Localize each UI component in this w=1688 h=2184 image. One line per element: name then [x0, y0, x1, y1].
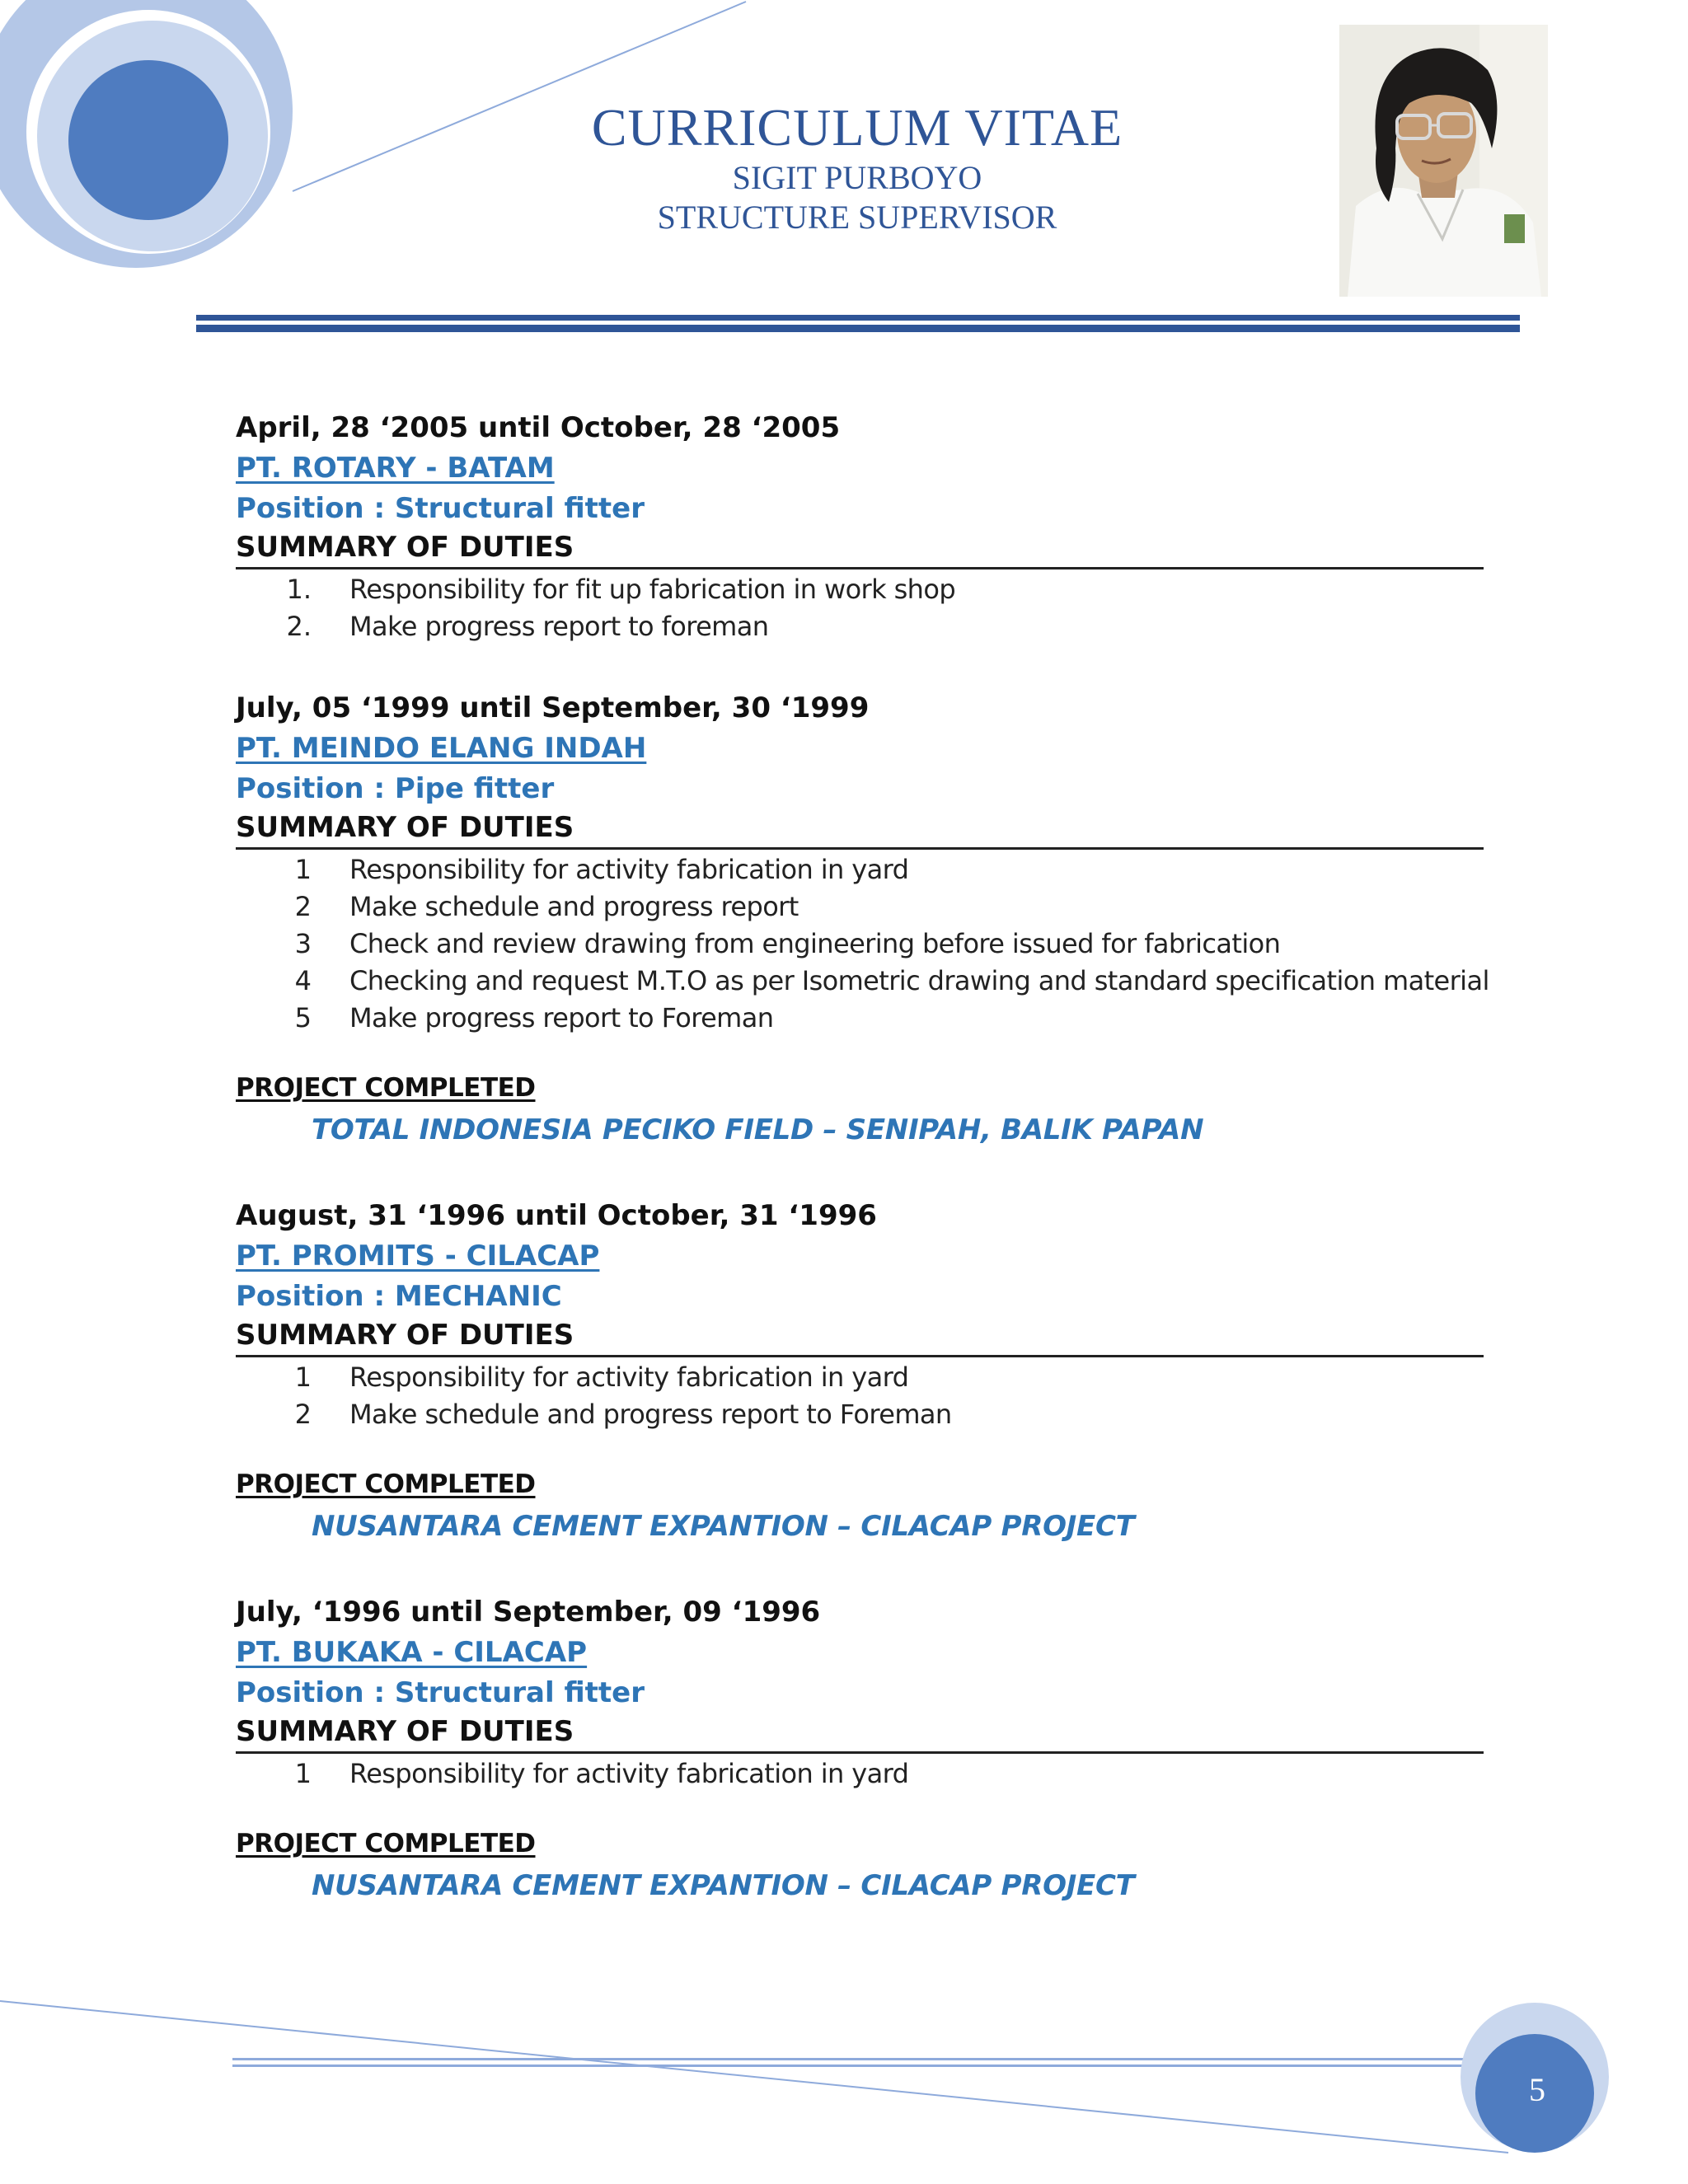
footer-rule-top — [232, 2058, 1518, 2060]
duty-number: 3 — [294, 928, 312, 959]
page-number: 5 — [1529, 2071, 1545, 2108]
footer-rule-bottom — [232, 2064, 1518, 2067]
header-rule-top — [196, 315, 1520, 321]
duty-number: 2. — [286, 611, 312, 642]
duty-item — [236, 571, 1484, 608]
summary-heading: SUMMARY OF DUTIES — [236, 809, 1484, 850]
job-entry — [236, 688, 1489, 1178]
footer-diagonal-line — [0, 2001, 1508, 2153]
duty-text: Responsibility for activity fabrication in yard — [349, 1361, 909, 1393]
duty-item — [236, 1359, 1484, 1396]
duties-list — [236, 571, 1484, 645]
experience-list — [236, 408, 1489, 1927]
duties-list — [236, 851, 1489, 1037]
page-title: CURRICULUM VITAE — [591, 98, 1123, 157]
company-link[interactable]: PT. MEINDO ELANG INDAH — [236, 732, 647, 765]
job-date: August, 31 ‘1996 until October, 31 ‘1996 — [236, 1199, 877, 1232]
duty-text: Responsibility for fit up fabrication in work shop — [349, 574, 956, 605]
job-entry — [236, 1196, 1484, 1574]
summary-heading: SUMMARY OF DUTIES — [236, 1317, 1484, 1357]
summary-heading: SUMMARY OF DUTIES — [236, 1713, 1484, 1754]
duty-item — [236, 851, 1484, 888]
profile-photo — [1339, 25, 1548, 297]
duty-item — [236, 1396, 1484, 1433]
duty-number: 1 — [294, 854, 312, 885]
company-link[interactable]: PT. PROMITS - CILACAP — [236, 1240, 600, 1272]
job-date: April, 28 ‘2005 until October, 28 ‘2005 — [236, 411, 841, 444]
duty-item — [236, 888, 1484, 926]
top-left-inner-circle — [68, 60, 228, 220]
duty-number: 5 — [294, 1002, 312, 1033]
summary-heading: SUMMARY OF DUTIES — [236, 529, 1484, 569]
header — [528, 97, 1187, 237]
duty-text: Check and review drawing from engineering before issued for fabrication — [349, 928, 1281, 959]
duty-item — [236, 926, 1484, 963]
duty-number: 1 — [294, 1361, 312, 1393]
company-link[interactable]: PT. BUKAKA - CILACAP — [236, 1636, 588, 1669]
duty-item — [236, 1755, 1484, 1793]
duty-item — [236, 1000, 1484, 1037]
project-completed-heading: PROJECT COMPLETED — [236, 1073, 536, 1103]
duty-number: 1 — [294, 1758, 312, 1789]
duty-item — [236, 963, 1489, 1000]
duty-text: Make progress report to Foreman — [349, 1002, 774, 1033]
duty-text: Checking and request M.T.O as per Isometric drawing and standard specification material — [349, 965, 1489, 996]
portrait-illustration — [1339, 25, 1548, 297]
project-name: NUSANTARA CEMENT EXPANTION – CILACAP PROJECT — [312, 1510, 1135, 1543]
duty-number: 2 — [294, 1399, 312, 1430]
project-name: NUSANTARA CEMENT EXPANTION – CILACAP PROJECT — [312, 1869, 1135, 1902]
job-entry — [236, 408, 1484, 670]
person-name: SIGIT PURBOYO — [732, 159, 982, 196]
header-rule-bottom — [196, 325, 1520, 332]
duty-text: Responsibility for activity fabrication in yard — [349, 1758, 909, 1789]
job-date: July, 05 ‘1999 until September, 30 ‘1999 — [236, 691, 870, 724]
job-position: Position : Structural fitter — [236, 1676, 645, 1709]
duty-text: Responsibility for activity fabrication in yard — [349, 854, 909, 885]
project-name: TOTAL INDONESIA PECIKO FIELD – SENIPAH, BALIK PAPAN — [312, 1113, 1204, 1146]
project-completed-heading: PROJECT COMPLETED — [236, 1829, 536, 1858]
duty-text: Make schedule and progress report — [349, 891, 799, 922]
duty-number: 1. — [286, 574, 312, 605]
duty-number: 4 — [294, 965, 312, 996]
duties-list — [236, 1359, 1484, 1433]
duty-item — [236, 608, 1484, 645]
project-completed-heading: PROJECT COMPLETED — [236, 1469, 536, 1499]
duties-list — [236, 1755, 1484, 1793]
duty-text: Make progress report to foreman — [349, 611, 769, 642]
job-position: Position : MECHANIC — [236, 1280, 562, 1313]
company-link[interactable]: PT. ROTARY - BATAM — [236, 452, 555, 485]
person-role: STRUCTURE SUPERVISOR — [657, 199, 1057, 236]
duty-number: 2 — [294, 891, 312, 922]
job-position: Position : Structural fitter — [236, 492, 645, 525]
job-date: July, ‘1996 until September, 09 ‘1996 — [236, 1596, 821, 1629]
job-entry — [236, 1592, 1484, 1909]
job-position: Position : Pipe fitter — [236, 772, 555, 805]
duty-text: Make schedule and progress report to Foreman — [349, 1399, 952, 1430]
